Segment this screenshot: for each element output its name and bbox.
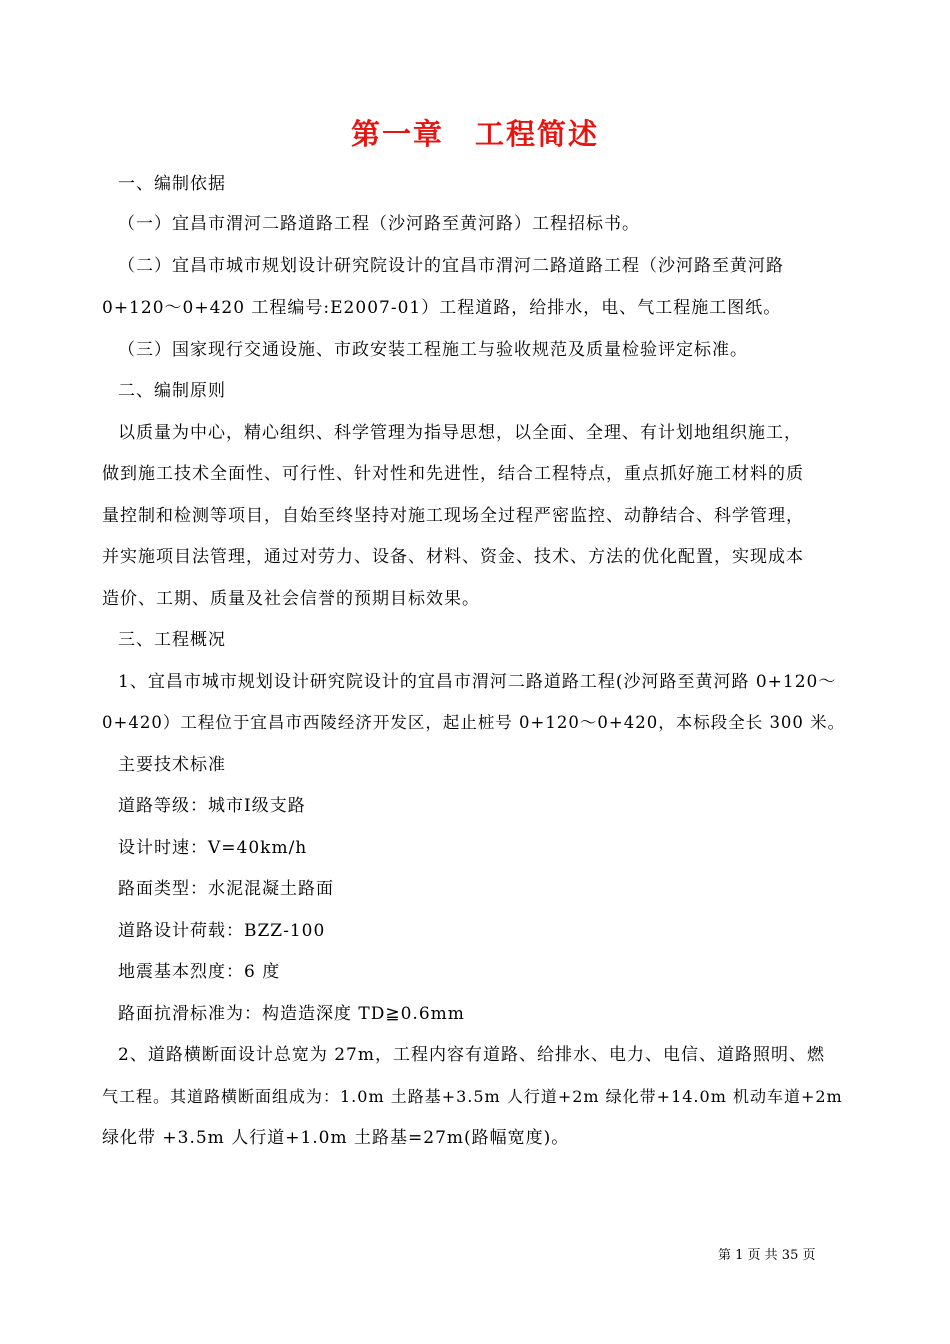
overview-item-2-cont: 绿化带 +3.5m 人行道+1.0m 土路基=27m(路幅宽度)。 <box>102 1128 570 1148</box>
overview-item-1-cont: 0+420）工程位于宜昌市西陵经济开发区，起止桩号 0+120～0+420，本标段全长 300 米。 <box>102 713 846 732</box>
section-heading-principles: 二、编制原则 <box>118 381 226 401</box>
basis-item-2: （二）宜昌市城市规划设计研究院设计的宜昌市渭河二路道路工程（沙河路至黄河路 <box>118 256 784 276</box>
tech-standard-skid: 路面抗滑标准为：构造造深度 TD≧0.6mm <box>118 1004 465 1024</box>
principles-paragraph-line: 造价、工期、质量及社会信誉的预期目标效果。 <box>102 589 480 609</box>
tech-standard-pavement: 路面类型：水泥混凝土路面 <box>118 879 334 899</box>
principles-paragraph-line: 量控制和检测等项目，自始至终坚持对施工现场全过程严密监控、动静结合、科学管理， <box>102 506 804 526</box>
chapter-title: 第一章 工程简述 <box>350 117 599 151</box>
basis-item-3: （三）国家现行交通设施、市政安装工程施工与验收规范及质量检验评定标准。 <box>118 340 748 360</box>
tech-standards-heading: 主要技术标准 <box>118 755 226 775</box>
overview-item-1: 1、宜昌市城市规划设计研究院设计的宜昌市渭河二路道路工程(沙河路至黄河路 0+120～ <box>118 672 837 692</box>
tech-standard-road-grade: 道路等级：城市Ⅰ级支路 <box>118 796 306 816</box>
section-heading-basis: 一、编制依据 <box>118 174 226 194</box>
tech-standard-seismic: 地震基本烈度：6 度 <box>118 962 281 982</box>
tech-standard-speed: 设计时速：V=40km/h <box>118 838 308 858</box>
overview-item-2: 2、道路横断面设计总宽为 27m，工程内容有道路、给排水、电力、电信、道路照明、燃 <box>118 1045 825 1065</box>
principles-paragraph-line: 以质量为中心，精心组织、科学管理为指导思想，以全面、全理、有计划地组织施工， <box>118 423 802 443</box>
principles-paragraph-line: 并实施项目法管理，通过对劳力、设备、材料、资金、技术、方法的优化配置，实现成本 <box>102 547 804 567</box>
overview-item-2-cont: 气工程。其道路横断面组成为：1.0m 土路基+3.5m 人行道+2m 绿化带+14.0m 机动车道+2m <box>102 1087 843 1106</box>
tech-standard-load: 道路设计荷载：BZZ-100 <box>118 921 326 941</box>
basis-item-1: （一）宜昌市渭河二路道路工程（沙河路至黄河路）工程招标书。 <box>118 214 640 234</box>
section-heading-overview: 三、工程概况 <box>118 630 226 650</box>
principles-paragraph-line: 做到施工技术全面性、可行性、针对性和先进性，结合工程特点，重点抓好施工材料的质 <box>102 464 804 484</box>
page-number-footer: 第 1 页 共 35 页 <box>718 1248 816 1263</box>
basis-item-2-cont: 0+120～0+420 工程编号:E2007-01）工程道路，给排水，电、气工程施工图纸。 <box>102 298 782 318</box>
